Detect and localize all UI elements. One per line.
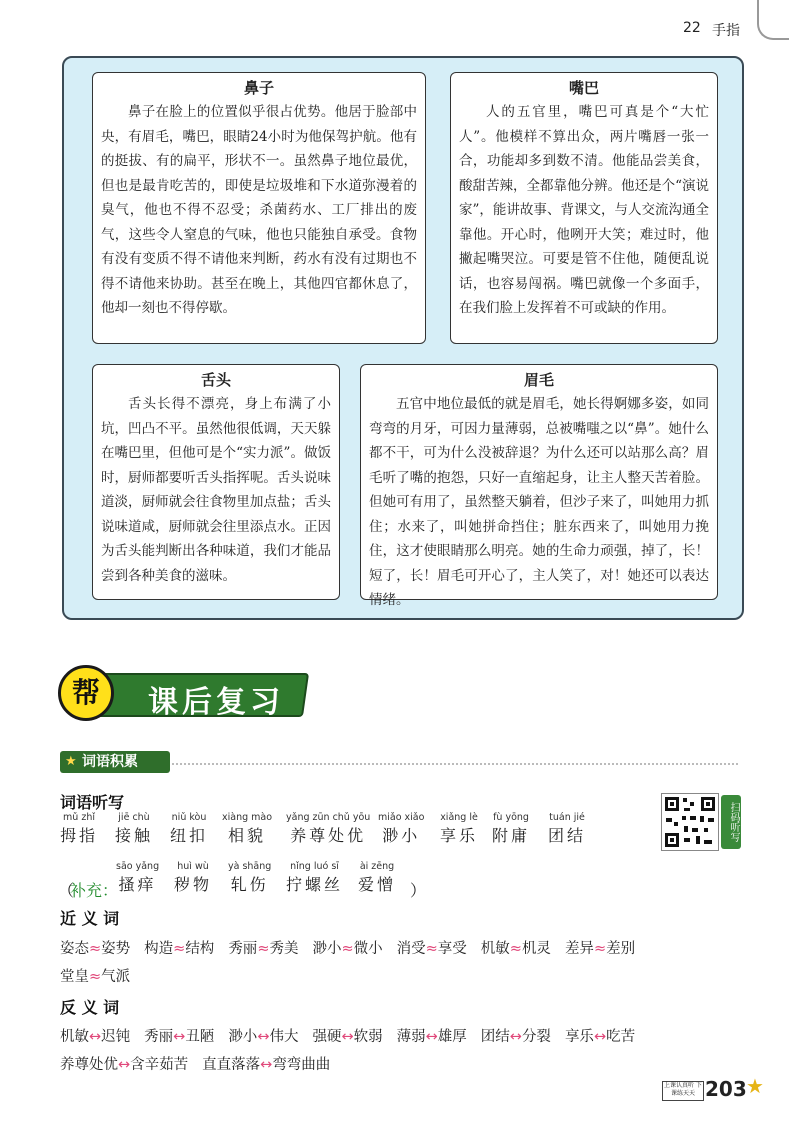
synonym-pair-word: 结构 <box>185 941 215 957</box>
dictation-word-hanzi: 团结 <box>548 826 587 845</box>
review-banner-title: 课后复习 <box>148 685 284 720</box>
antonym-pair-symbol: ↔ <box>173 1029 186 1045</box>
qr-label: 扫码听写 <box>721 795 741 849</box>
vocab-subtag-label: 词语积累 <box>82 754 138 770</box>
dictation-word-pinyin: niǔ kòu <box>171 812 207 823</box>
footer-star-icon: ★ <box>746 1074 764 1098</box>
antonym-pair-word: 迟钝 <box>101 1029 131 1045</box>
vocab-subtag <box>60 751 170 773</box>
synonym-pair-word: 渺小 <box>312 941 342 957</box>
card-mouth-title: 嘴巴 <box>568 79 599 97</box>
antonym-pair-word: 直直落落 <box>202 1057 261 1073</box>
synonym-pair <box>228 941 298 957</box>
dictation-word <box>378 812 424 846</box>
synonyms-row-2 <box>60 965 144 986</box>
header-corner-decoration <box>757 0 789 40</box>
dictation-word-hanzi: 相貌 <box>228 826 267 845</box>
card-eyebrow-title: 眉毛 <box>523 371 554 389</box>
antonym-pair-symbol: ↔ <box>260 1057 273 1073</box>
antonym-pair-symbol: ↔ <box>341 1029 354 1045</box>
antonym-pair <box>228 1029 298 1045</box>
review-banner <box>58 665 304 721</box>
synonym-pair-word: 享受 <box>437 941 467 957</box>
antonym-pair-symbol: ↔ <box>593 1029 607 1045</box>
antonym-pair-word: 软弱 <box>353 1029 383 1045</box>
antonyms-row-2 <box>60 1053 344 1074</box>
antonym-pair <box>60 1029 130 1045</box>
card-nose <box>92 72 426 344</box>
antonym-pair-word: 伟大 <box>269 1029 299 1045</box>
synonym-pair-symbol: ≈ <box>509 941 522 957</box>
synonym-pair-word: 姿态 <box>60 941 89 957</box>
antonym-pair <box>60 1057 188 1073</box>
synonym-pair-word: 秀丽 <box>228 941 258 957</box>
supplement-word <box>116 861 159 895</box>
qr-code-graphic <box>662 794 718 850</box>
dictation-word <box>492 812 530 846</box>
supplement-word <box>286 861 343 895</box>
synonym-pair <box>565 941 635 957</box>
dictation-word-hanzi: 渺小 <box>382 826 421 845</box>
synonym-pair-word: 消受 <box>396 941 426 957</box>
antonym-pair-word: 含辛茹苦 <box>130 1057 189 1073</box>
synonym-pair-word: 姿势 <box>101 941 131 957</box>
antonym-pair-word: 分裂 <box>521 1029 551 1045</box>
card-mouth <box>450 72 718 344</box>
synonym-pair <box>397 941 467 957</box>
synonym-pair-symbol: ≈ <box>173 941 186 957</box>
qr-code-icon[interactable] <box>661 793 719 851</box>
antonym-pair-word: 享乐 <box>564 1029 594 1045</box>
dictation-word-pinyin: miǎo xiǎo <box>378 812 425 823</box>
supplement-close-paren: ） <box>410 881 427 900</box>
antonyms-heading: 反 义 词 <box>60 998 120 1017</box>
card-eyebrow <box>360 364 718 608</box>
synonym-pair <box>60 969 130 985</box>
dictation-word-pinyin: xiàng mào <box>222 812 273 823</box>
supplement-word-hanzi: 爱憎 <box>358 875 397 894</box>
synonym-pair <box>144 941 214 957</box>
antonym-pair-word: 养尊处优 <box>60 1057 118 1073</box>
supplement-word <box>174 861 212 895</box>
antonym-pair-word: 机敏 <box>60 1029 89 1045</box>
bang-badge-icon: 帮 <box>58 665 114 721</box>
antonym-pair-symbol: ↔ <box>509 1029 522 1045</box>
facial-features-panel <box>62 56 744 620</box>
dictation-word-hanzi: 接触 <box>115 826 154 845</box>
antonym-pair-word: 渺小 <box>228 1029 258 1045</box>
subtag-divider <box>172 763 738 765</box>
supplement-word-pinyin: yà shāng <box>228 861 272 872</box>
dictation-word-hanzi: 纽扣 <box>170 826 209 845</box>
antonym-pair <box>312 1029 382 1045</box>
antonym-pair <box>565 1029 635 1045</box>
synonym-pair-symbol: ≈ <box>341 941 354 957</box>
dictation-word-hanzi: 附庸 <box>492 826 531 845</box>
supplement-word-pinyin: huì wù <box>177 861 209 872</box>
antonym-pair <box>481 1029 551 1045</box>
supplement-word-hanzi: 轧伤 <box>230 875 269 894</box>
supplement-word <box>358 861 396 895</box>
antonym-pair <box>202 1057 330 1073</box>
dictation-word-hanzi: 享乐 <box>440 826 479 845</box>
synonym-pair <box>312 941 382 957</box>
footer-slogan-box: 上课认真听 下课练天天 <box>662 1081 704 1101</box>
card-mouth-body: 人的五官里，嘴巴可真是个“大忙人”。他模样不算出众，两片嘴唇一张一合，功能却多到数不清。他能品尝美食，酸甜苦辣，全都靠他分辨。他还是个“演说家”，能讲故事、背课文，与人交流沟通全靠他。开心时，他咧开大笑；难过时，他撇起嘴哭泣。可要是管不住他，随便乱说话，也容易闯祸。嘴巴就像一个多面手，在我们脸上发挥着不可或缺的作用。 <box>459 104 709 316</box>
synonym-pair-word: 差别 <box>606 941 636 957</box>
antonym-pair-symbol: ↔ <box>257 1029 270 1045</box>
synonym-pair-symbol: ≈ <box>89 969 102 985</box>
supplement-open-paren: （ <box>58 881 75 900</box>
synonym-pair <box>60 941 130 957</box>
antonym-pair-word: 强硬 <box>312 1029 342 1045</box>
dictation-word-hanzi: 养尊处优 <box>290 826 367 845</box>
antonym-pair-word: 丑陋 <box>185 1029 215 1045</box>
antonym-pair-symbol: ↔ <box>425 1029 438 1045</box>
synonym-pair <box>481 941 551 957</box>
synonym-pair-word: 机灵 <box>521 941 551 957</box>
synonym-pair-word: 机敏 <box>480 941 510 957</box>
antonym-pair-word: 秀丽 <box>144 1029 174 1045</box>
dictation-word <box>286 812 370 846</box>
antonym-pair <box>397 1029 467 1045</box>
dictation-word-hanzi: 拇指 <box>60 826 99 845</box>
dictation-word-pinyin: yǎng zūn chǔ yōu <box>286 812 371 823</box>
supplement-word-hanzi: 搔痒 <box>118 875 157 894</box>
supplement-word <box>228 861 271 895</box>
supplement-word-hanzi: 秽物 <box>174 875 213 894</box>
dictation-word-pinyin: fù yōng <box>493 812 529 823</box>
antonym-pair-word: 薄弱 <box>396 1029 426 1045</box>
synonym-pair-symbol: ≈ <box>89 941 102 957</box>
card-tongue-title: 舌头 <box>200 371 231 389</box>
synonym-pair-word: 构造 <box>144 941 174 957</box>
synonyms-row-1 <box>60 937 649 958</box>
antonym-pair-word: 雄厚 <box>437 1029 467 1045</box>
supplement-word-pinyin: sāo yǎng <box>116 861 160 872</box>
dictation-word-pinyin: xiǎng lè <box>440 812 478 823</box>
synonyms-heading: 近 义 词 <box>60 909 120 928</box>
synonym-pair-word: 微小 <box>353 941 383 957</box>
supplement-word-pinyin: ài zēng <box>359 861 395 872</box>
supplement-word-pinyin: nǐng luó sī <box>290 861 339 872</box>
antonyms-row-1 <box>60 1025 649 1046</box>
antonym-pair <box>144 1029 214 1045</box>
supplement-label: 补充： <box>70 881 119 900</box>
supplement-word-hanzi: 拧螺丝 <box>286 875 344 894</box>
synonym-pair-word: 差异 <box>564 941 594 957</box>
synonym-pair-symbol: ≈ <box>425 941 438 957</box>
antonym-pair-symbol: ↔ <box>89 1029 102 1045</box>
antonym-pair-word: 团结 <box>480 1029 510 1045</box>
dictation-word <box>60 812 98 846</box>
card-eyebrow-body: 五官中地位最低的就是眉毛，她长得婀娜多姿，如同弯弯的月牙，可因力量薄弱，总被嘴嗤之以“鼻”。她什么都不干，可为什么没被辞退？为什么还可以站那么高？眉毛听了嘴的抱怨，只好一直缩起身，让主人整天苦着脸。但她可有用了，虽然整天躺着，但沙子来了，叫她用力抓住；水来了，叫她拼命挡住；脏东西来了，叫她用力挽住，这才使眼睛那么明亮。她的生命力顽强，掉了，长！短了，长！眉毛可开心了，主人笑了，对！她还可以表达情绪。 <box>369 396 709 608</box>
dictation-word <box>440 812 478 846</box>
dictation-word-pinyin: jiē chù <box>118 812 150 823</box>
dictation-word-pinyin: mǔ zhǐ <box>63 812 95 823</box>
dictation-word-pinyin: tuán jié <box>549 812 585 823</box>
dictation-word <box>115 812 153 846</box>
synonym-pair-symbol: ≈ <box>257 941 270 957</box>
card-tongue <box>92 364 340 600</box>
star-icon: ★ <box>65 754 77 769</box>
synonym-pair-word: 气派 <box>101 969 131 985</box>
footer-page-number: 203 <box>705 1077 747 1101</box>
dictation-word <box>170 812 208 846</box>
dictation-word <box>222 812 272 846</box>
synonym-pair-word: 秀美 <box>269 941 299 957</box>
card-tongue-body: 舌头长得不漂亮，身上布满了小坑，凹凸不平。虽然他很低调，天天躲在嘴巴里，但他可是个“实力派”。做饭时，厨师都要听舌头指挥呢。舌头说味道淡，厨师就会往食物里加点盐；舌头说味道咸，厨师就会往里添点水。正因为舌头能判断出各种味道，我们才能品尝到各种美食的滋味。 <box>101 396 331 584</box>
header-page-number: 22 <box>683 20 701 36</box>
synonym-pair-symbol: ≈ <box>593 941 607 957</box>
antonym-pair-symbol: ↔ <box>118 1057 131 1073</box>
header-title: 手指 <box>712 23 740 39</box>
card-nose-title: 鼻子 <box>243 79 274 97</box>
dictation-word <box>548 812 586 846</box>
antonym-pair-word: 吃苦 <box>606 1029 636 1045</box>
synonym-pair-word: 堂皇 <box>60 969 89 985</box>
dictation-heading: 词语听写 <box>60 793 125 812</box>
card-nose-body: 鼻子在脸上的位置似乎很占优势。他居于脸部中央，有眉毛，嘴巴，眼睛24小时为他保驾护航。他有的挺拔、有的扁平，形状不一。虽然鼻子地位最优，但也是最肯吃苦的，即使是垃圾堆和下水道弥漫着的臭气，他也不得不忍受；杀菌药水、工厂排出的废气，这些令人窒息的气味，他也只能独自承受。食物有没有变质不得不请他来判断，药水有没有过期也不得不请他来协助。甚至在晚上，其他四官都休息了，他却一刻也不得停歇。 <box>101 104 417 316</box>
antonym-pair-word: 弯弯曲曲 <box>272 1057 331 1073</box>
